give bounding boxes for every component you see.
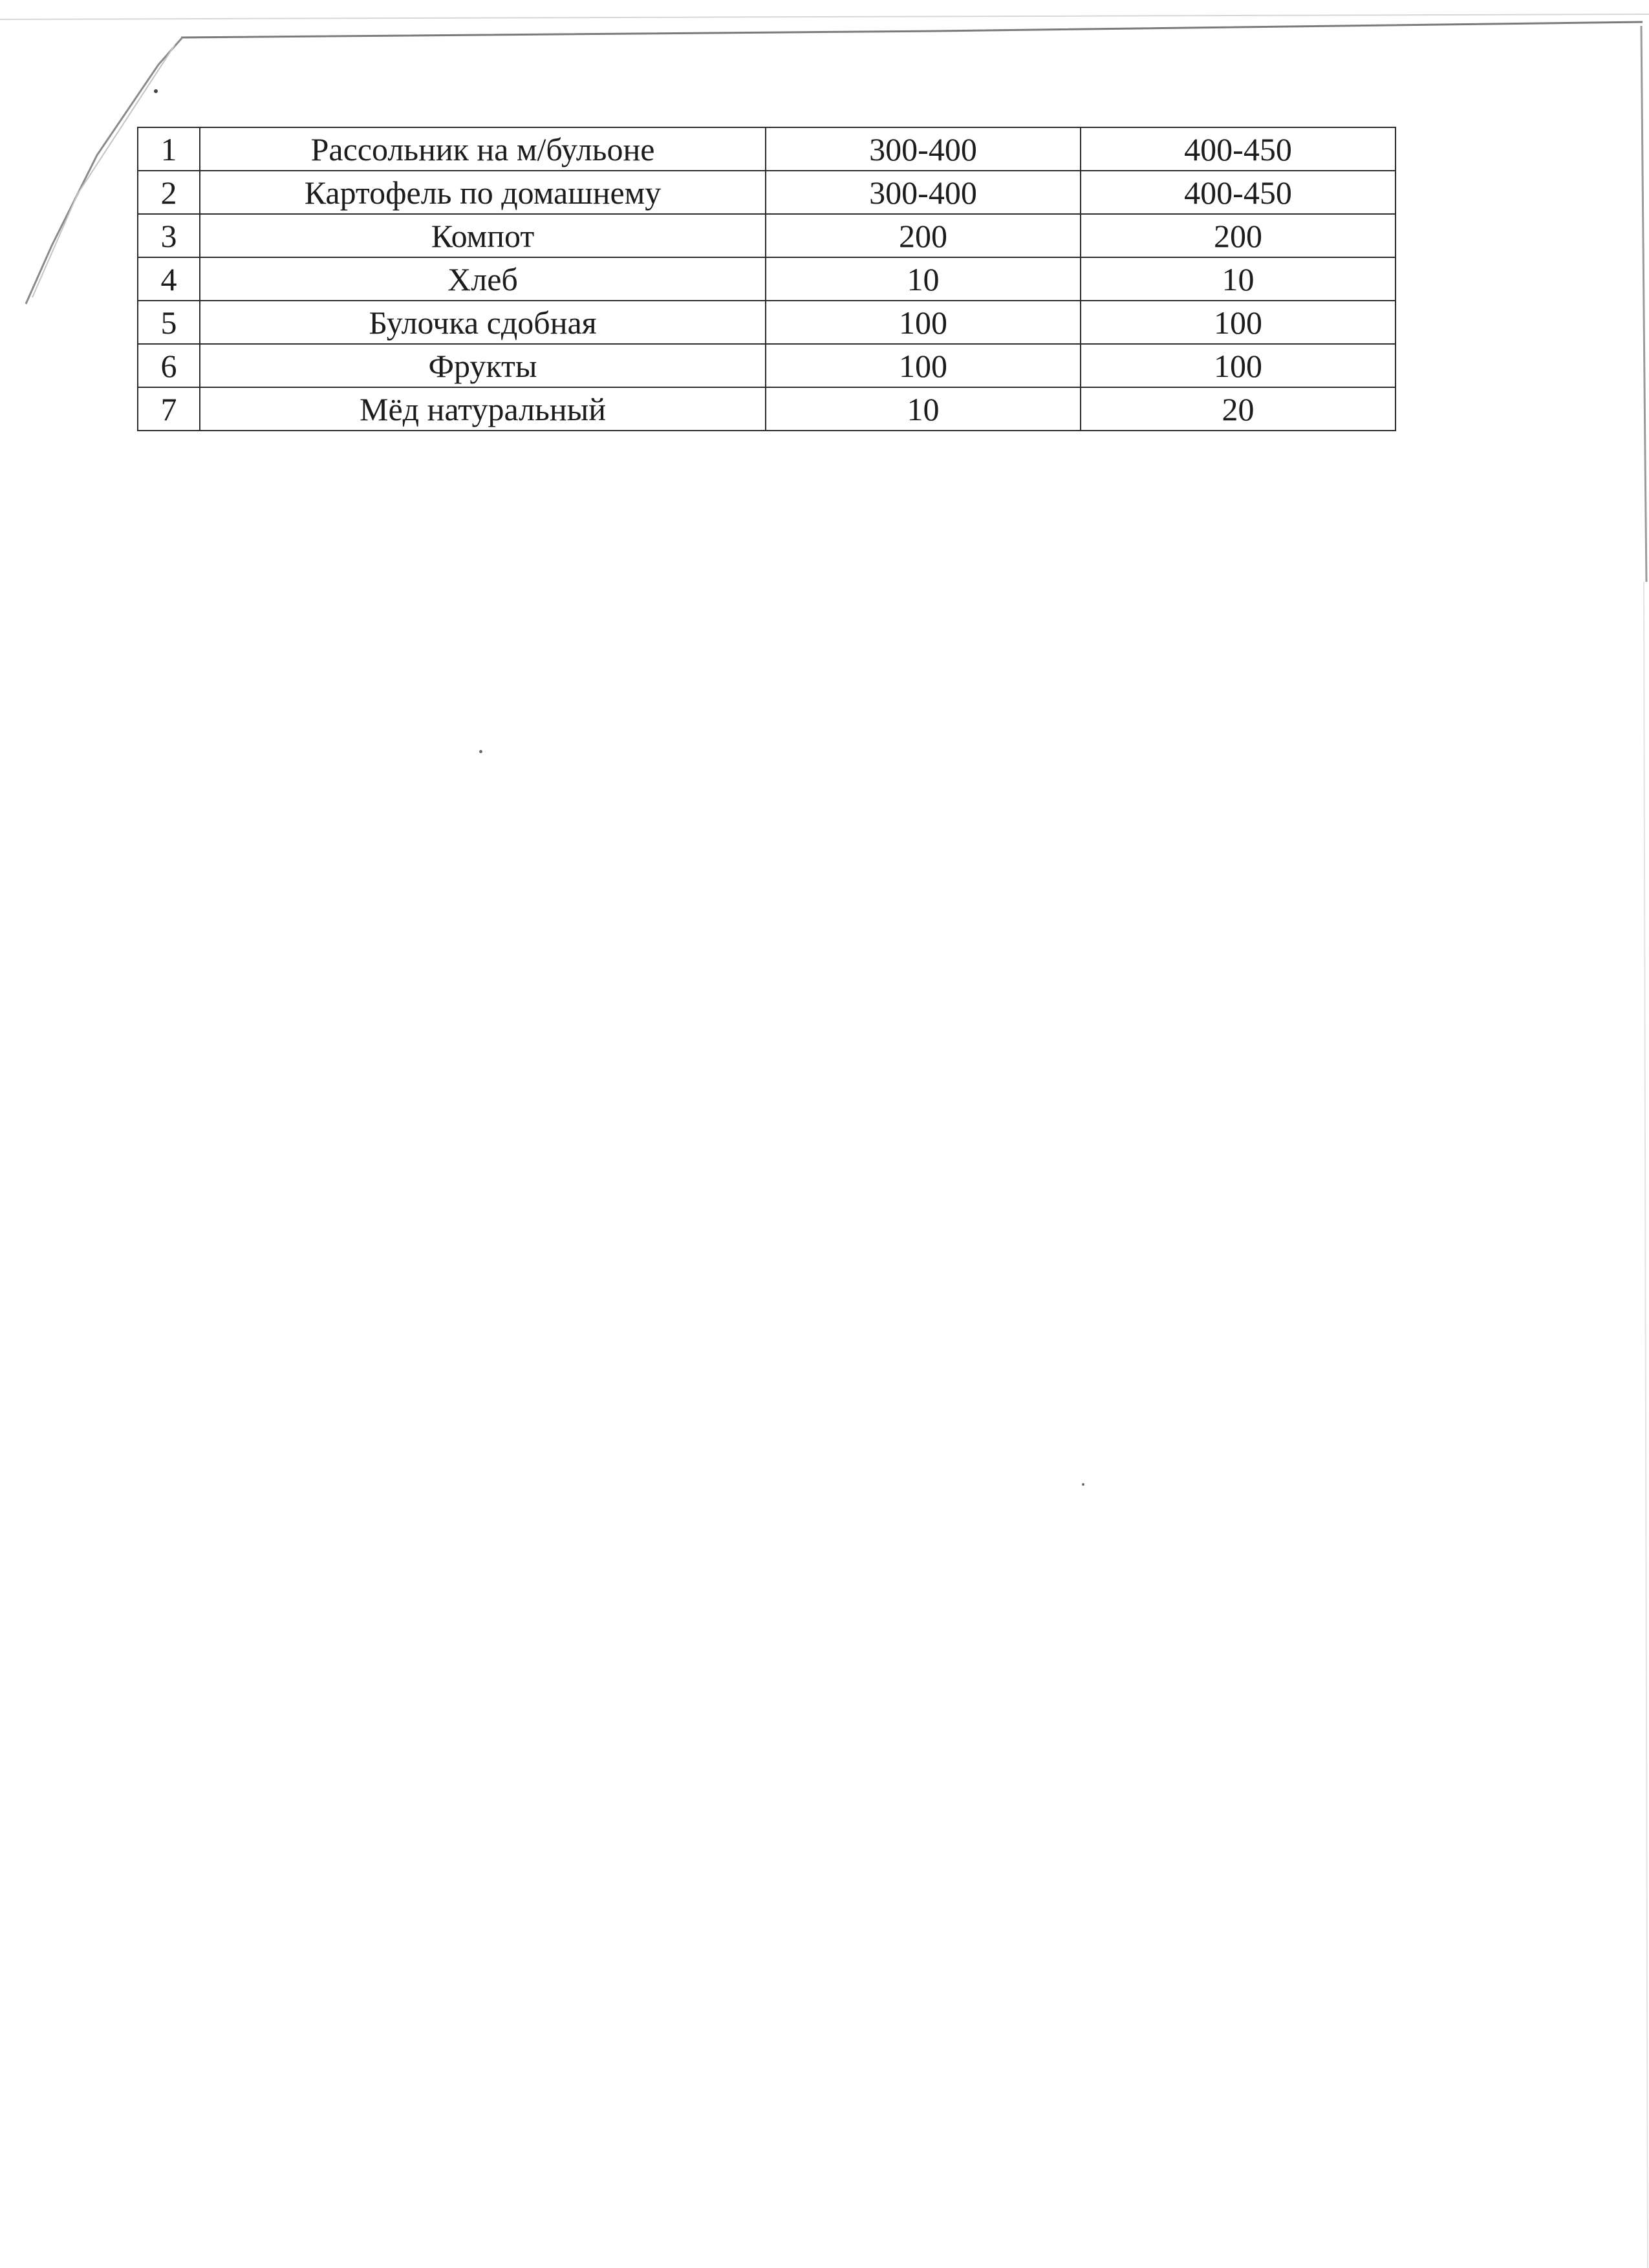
menu-table [137,127,1396,431]
table-row [138,257,1396,301]
dish-name: Рассольник на м/бульоне [200,127,766,171]
portion-value: 10 [1081,257,1396,301]
portion-value: 200 [766,214,1081,257]
dish-name: Мёд натуральный [200,387,766,431]
portion-value: 200 [1081,214,1396,257]
portion-value: 100 [766,301,1081,344]
scan-speck [1082,1483,1084,1486]
row-number: 6 [138,344,200,387]
portion-value: 300-400 [766,127,1081,171]
scan-speck [154,89,158,93]
portion-value: 300-400 [766,171,1081,214]
row-number: 1 [138,127,200,171]
portion-value: 400-450 [1081,127,1396,171]
row-number: 3 [138,214,200,257]
table-row [138,301,1396,344]
scan-speck [479,750,482,753]
table-row [138,127,1396,171]
table-row [138,344,1396,387]
dish-name: Фрукты [200,344,766,387]
dish-name: Компот [200,214,766,257]
table-row [138,171,1396,214]
portion-value: 10 [766,387,1081,431]
row-number: 5 [138,301,200,344]
row-number: 4 [138,257,200,301]
dish-name: Картофель по домашнему [200,171,766,214]
portion-value: 20 [1081,387,1396,431]
portion-value: 100 [1081,301,1396,344]
dish-name: Булочка сдобная [200,301,766,344]
row-number: 2 [138,171,200,214]
portion-value: 100 [1081,344,1396,387]
table-row [138,387,1396,431]
portion-value: 400-450 [1081,171,1396,214]
dish-name: Хлеб [200,257,766,301]
table-row [138,214,1396,257]
portion-value: 100 [766,344,1081,387]
portion-value: 10 [766,257,1081,301]
row-number: 7 [138,387,200,431]
